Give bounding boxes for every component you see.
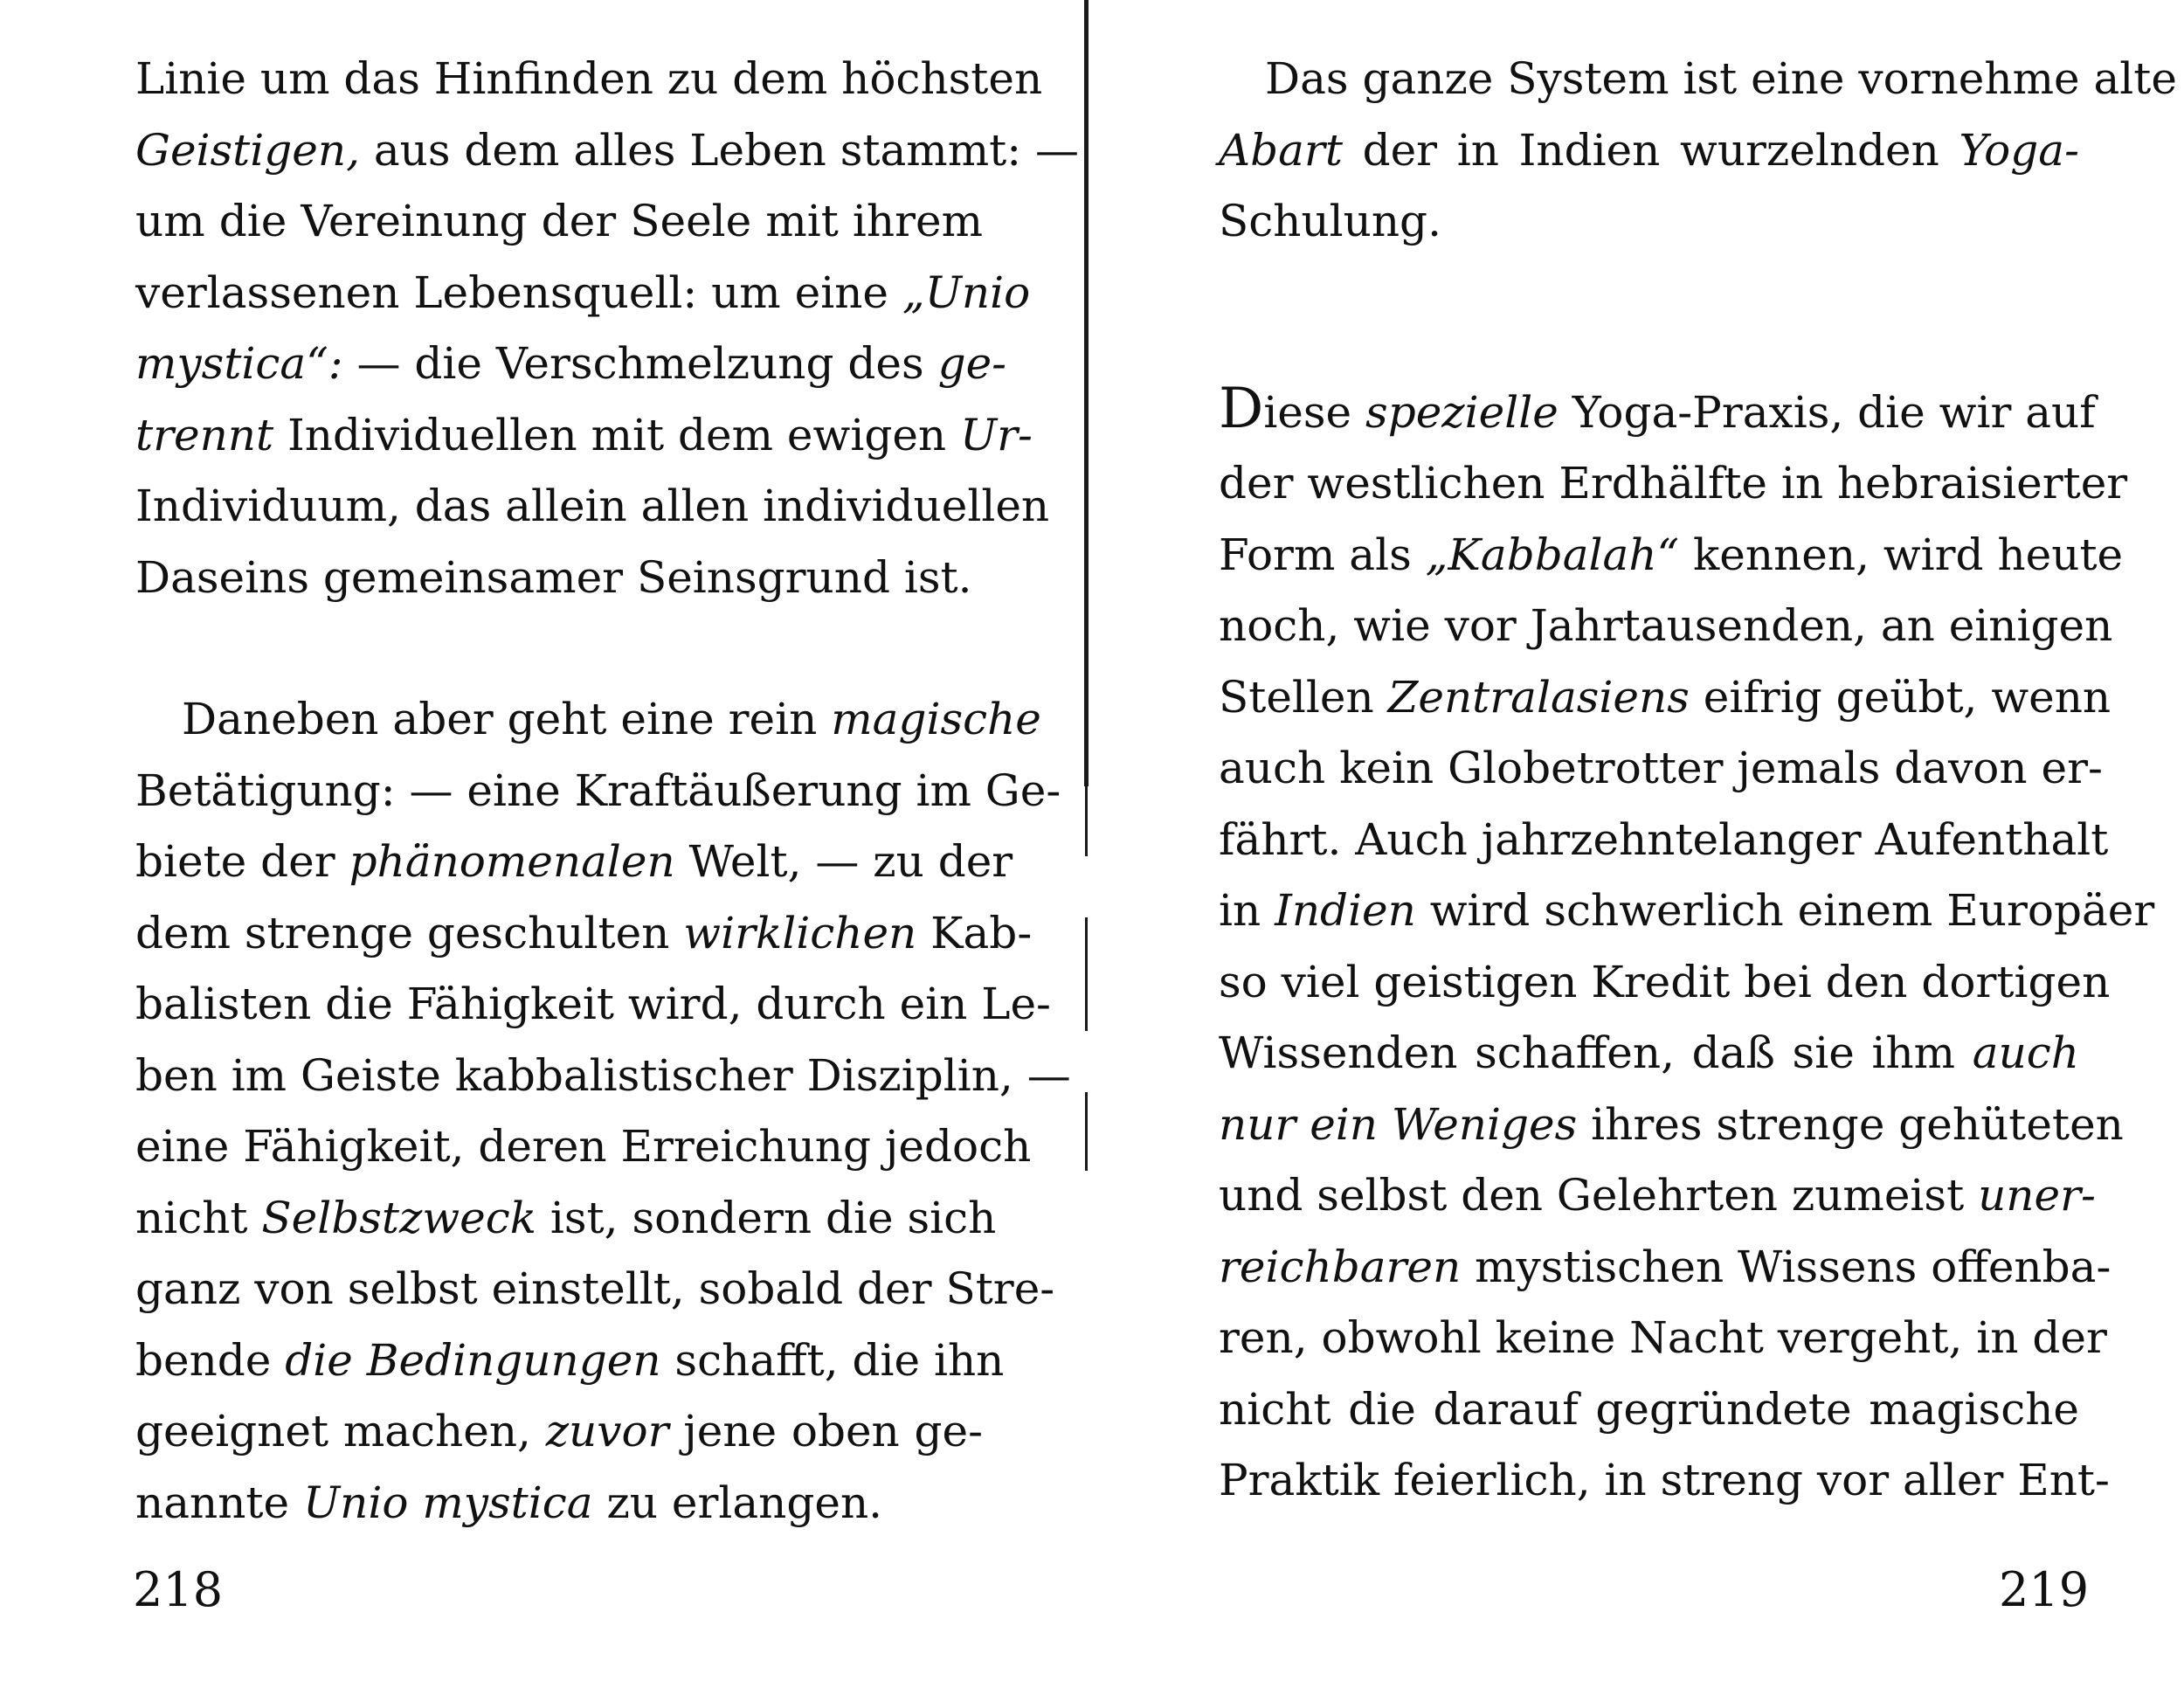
text-line: [135, 258, 1031, 329]
text-line: [1219, 1018, 2079, 1090]
text-line: [1219, 1445, 2110, 1517]
text-segment: ganz von selbst einstellt, sobald der Stre-: [135, 1263, 1055, 1314]
right-page: [1219, 44, 2177, 1517]
gutter-rule-segment: [1085, 760, 1088, 856]
text-segment: aus dem alles Leben stammt: —: [359, 124, 1079, 176]
text-line: [135, 44, 1043, 115]
text-segment: noch, wie vor Jahrtausenden, an einigen: [1219, 600, 2113, 651]
text-segment: kennen, wird heute: [1679, 529, 2124, 580]
text-segment: Praktik feierlich, in streng vor aller Ent-: [1219, 1455, 2110, 1505]
text-line: [1219, 1303, 2107, 1374]
text-segment: bende: [135, 1334, 286, 1386]
emphasized-text: uner-: [1978, 1170, 2096, 1221]
text-line: [1219, 591, 2113, 662]
emphasized-text: die Bedingungen: [285, 1334, 661, 1386]
text-line: [1219, 733, 2103, 805]
text-line: [1219, 44, 2177, 115]
text-line: [1219, 662, 2111, 734]
gutter-rule-main: [1084, 0, 1089, 786]
emphasized-text: auch: [1972, 1027, 2079, 1078]
book-gutter: [1081, 0, 1093, 1695]
page-number-left: 218: [133, 1562, 224, 1617]
text-segment: nannte: [135, 1477, 303, 1528]
text-line: [135, 1254, 1055, 1325]
initial-letter: D: [1219, 376, 1264, 441]
text-line: [135, 1396, 983, 1468]
emphasized-text: Abart: [1219, 124, 1343, 176]
emphasized-text: „Unio: [902, 266, 1031, 318]
text-segment: Yoga-Praxis, die wir auf: [1558, 386, 2096, 438]
text-segment: ben im Geiste kabbalistischer Disziplin, —: [135, 1049, 1071, 1101]
text-segment: biete der: [135, 836, 349, 887]
text-segment: und selbst den Gelehrten zumeist: [1219, 1170, 1979, 1221]
text-segment: verlassenen Lebensquell: um eine: [135, 266, 902, 318]
text-segment: in: [1219, 885, 1275, 936]
text-segment: balisten die Fähigkeit wird, durch ein Le-: [135, 979, 1051, 1029]
emphasized-text: Indien: [1275, 885, 1416, 936]
gutter-rule-segment: [1085, 1092, 1088, 1171]
text-segment: mystischen Wissens offenba-: [1461, 1241, 2111, 1292]
text-line: [1219, 947, 2111, 1019]
text-line: [135, 543, 983, 614]
text-line: [1219, 1090, 2124, 1161]
right-paragraph-2: [1219, 374, 2155, 1517]
text-line: [135, 1468, 983, 1539]
emphasized-text: trennt: [135, 409, 274, 460]
text-line: [135, 1111, 1032, 1183]
right-paragraph-1: [1219, 44, 2177, 258]
text-line: [135, 684, 1041, 756]
left-paragraph-2: [135, 684, 1071, 1539]
text-segment: Schulung.: [1219, 196, 1441, 246]
text-segment: eifrig geübt, wenn: [1689, 671, 2111, 723]
emphasized-text: spezielle: [1365, 386, 1559, 438]
emphasized-text: mystica“:: [135, 338, 343, 389]
text-segment: dem strenge geschulten: [135, 907, 684, 958]
text-line: [1219, 1374, 2079, 1446]
text-line: [1219, 805, 2109, 876]
emphasized-text: wirklichen: [683, 907, 917, 958]
emphasized-text: nur ein Weniges: [1219, 1098, 1578, 1150]
emphasized-text: Geistigen,: [135, 124, 360, 176]
text-line: [1219, 875, 2155, 947]
text-line: [135, 1183, 997, 1255]
emphasized-text: „Kabbalah“: [1425, 529, 1680, 580]
text-line: [135, 115, 1079, 187]
text-segment: iese: [1263, 386, 1366, 438]
text-line: [1219, 115, 2079, 187]
emphasized-text: Selbstzweck: [261, 1192, 537, 1243]
text-segment: zu erlangen.: [592, 1477, 883, 1528]
text-segment: auch kein Globetrotter jemals davon er-: [1219, 743, 2103, 793]
text-segment: ihres strenge gehüteten: [1577, 1098, 2124, 1150]
text-segment: ist, sondern die sich: [536, 1192, 997, 1243]
emphasized-text: Zentralasiens: [1387, 671, 1690, 723]
text-line: [1219, 374, 2096, 449]
text-segment: Daseins gemeinsamer Seinsgrund ist.: [135, 551, 972, 603]
text-line: [135, 186, 983, 258]
text-line: [1219, 1232, 2111, 1304]
text-line: [135, 827, 1013, 898]
text-segment: so viel geistigen Kredit bei den dortigen: [1219, 956, 2111, 1007]
text-segment: fährt. Auch jahrzehntelanger Aufenthalt: [1219, 813, 2109, 865]
page-number-right: 219: [1999, 1562, 2090, 1617]
text-segment: Daneben aber geht eine rein: [182, 694, 832, 744]
emphasized-text: Unio mystica: [303, 1477, 593, 1528]
text-segment: Stellen: [1219, 671, 1388, 723]
text-segment: jene oben ge-: [668, 1406, 984, 1456]
text-segment: ren, obwohl keine Nacht vergeht, in der: [1219, 1312, 2107, 1363]
text-segment: — die Verschmelzung des: [342, 338, 938, 389]
left-page: [135, 44, 1079, 1539]
text-segment: nicht: [135, 1192, 262, 1243]
emphasized-text: ge-: [937, 338, 1007, 389]
emphasized-text: magische: [831, 694, 1041, 744]
text-segment: schafft, die ihn: [660, 1334, 1005, 1386]
text-segment: um die Vereinung der Seele mit ihrem: [135, 196, 983, 246]
text-segment: eine Fähigkeit, deren Erreichung jedoch: [135, 1121, 1032, 1172]
text-line: [135, 969, 1051, 1041]
emphasized-text: phänomenalen: [349, 836, 675, 887]
text-line: [135, 756, 1061, 827]
text-segment: Kab-: [916, 907, 1033, 958]
text-segment: geeignet machen,: [135, 1406, 546, 1456]
text-line: [135, 471, 1050, 543]
text-line: [135, 1041, 1071, 1112]
text-segment: wird schwerlich einem Europäer: [1415, 885, 2155, 936]
text-line: [1219, 1160, 2096, 1232]
emphasized-text: reichbaren: [1219, 1241, 1462, 1292]
text-segment: Form als: [1219, 529, 1426, 580]
text-segment: der westlichen Erdhälfte in hebraisierter: [1219, 458, 2128, 508]
text-segment: Individuum, das allein allen individuellen: [135, 481, 1050, 531]
text-segment: Individuellen mit dem ewigen: [273, 409, 961, 460]
gutter-rule-segment: [1085, 917, 1088, 1031]
text-segment: Betätigung: — eine Kraftäußerung im Ge-: [135, 764, 1061, 816]
text-line: [1219, 520, 2124, 592]
text-line: [135, 329, 1007, 400]
text-segment: der in Indien wurzelnden: [1342, 124, 1959, 176]
text-line: [135, 400, 1033, 472]
text-segment: Das ganze System ist eine vornehme alte: [1265, 53, 2177, 104]
text-segment: Welt, — zu der: [674, 836, 1013, 887]
text-segment: nicht die darauf gegründete magische: [1219, 1383, 2079, 1435]
text-line: [135, 1325, 1005, 1397]
left-paragraph-1: [135, 44, 1079, 613]
text-line: [135, 898, 1033, 970]
emphasized-text: zuvor: [545, 1406, 669, 1456]
text-line: [1219, 186, 2079, 258]
emphasized-text: Yoga-: [1959, 124, 2079, 176]
text-segment: Wissenden schaffen, daß sie ihm: [1219, 1027, 1973, 1078]
text-segment: Linie um das Hinfinden zu dem höchsten: [135, 53, 1043, 104]
text-line: [1219, 448, 2128, 520]
emphasized-text: Ur-: [960, 409, 1033, 460]
